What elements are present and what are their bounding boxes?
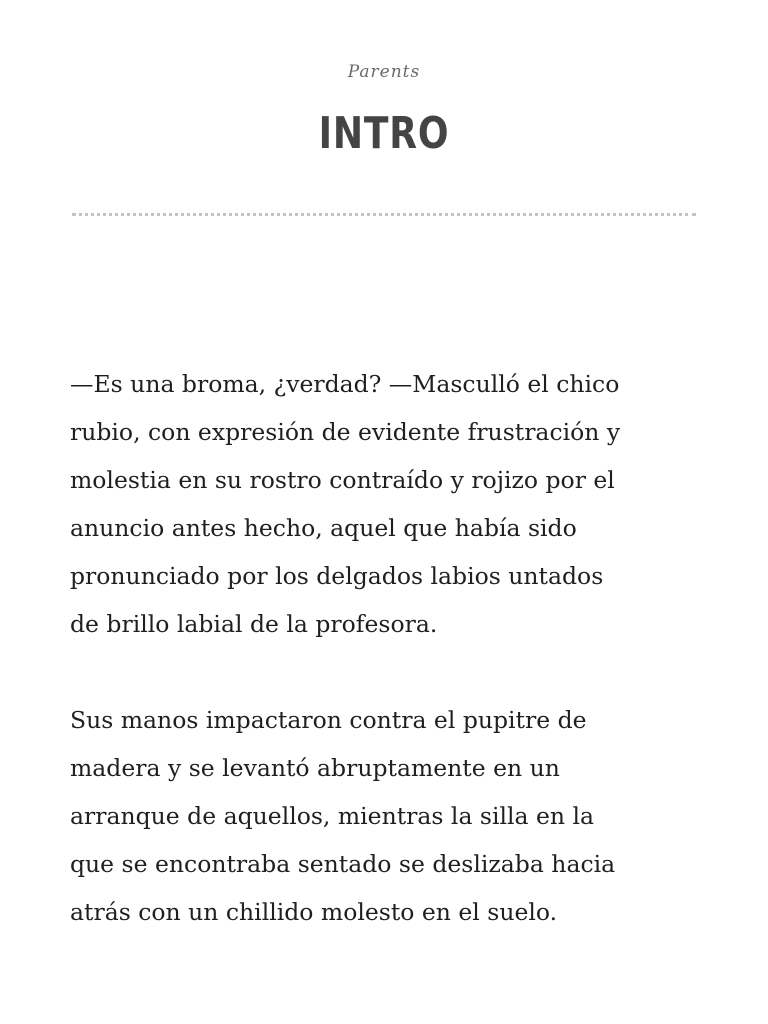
text-line: Sus manos impactaron contra el pupitre de — [70, 706, 587, 734]
text-line: molestia en su rostro contraído y rojizo por el — [70, 466, 615, 494]
text-line: rubio, con expresión de evidente frustración y — [70, 418, 621, 446]
text-line: pronunciado por los delgados labios untados — [70, 562, 604, 590]
book-title: Parents — [347, 62, 421, 82]
text-line: de brillo labial de la profesora. — [70, 610, 438, 638]
text-line: anuncio antes hecho, aquel que había sido — [70, 514, 577, 542]
text-line: madera y se levantó abruptamente en un — [70, 754, 560, 782]
chapter-title: INTRO — [318, 108, 450, 159]
text-line: —Es una broma, ¿verdad? —Masculló el chico — [70, 370, 620, 398]
chapter-body — [70, 360, 710, 936]
dotted-divider — [72, 213, 696, 216]
text-line: atrás con un chillido molesto en el suelo. — [70, 898, 558, 926]
text-line: que se encontraba sentado se deslizaba hacia — [70, 850, 616, 878]
paragraph — [70, 360, 710, 648]
text-line: arranque de aquellos, mientras la silla en la — [70, 802, 595, 830]
paragraph — [70, 696, 710, 936]
